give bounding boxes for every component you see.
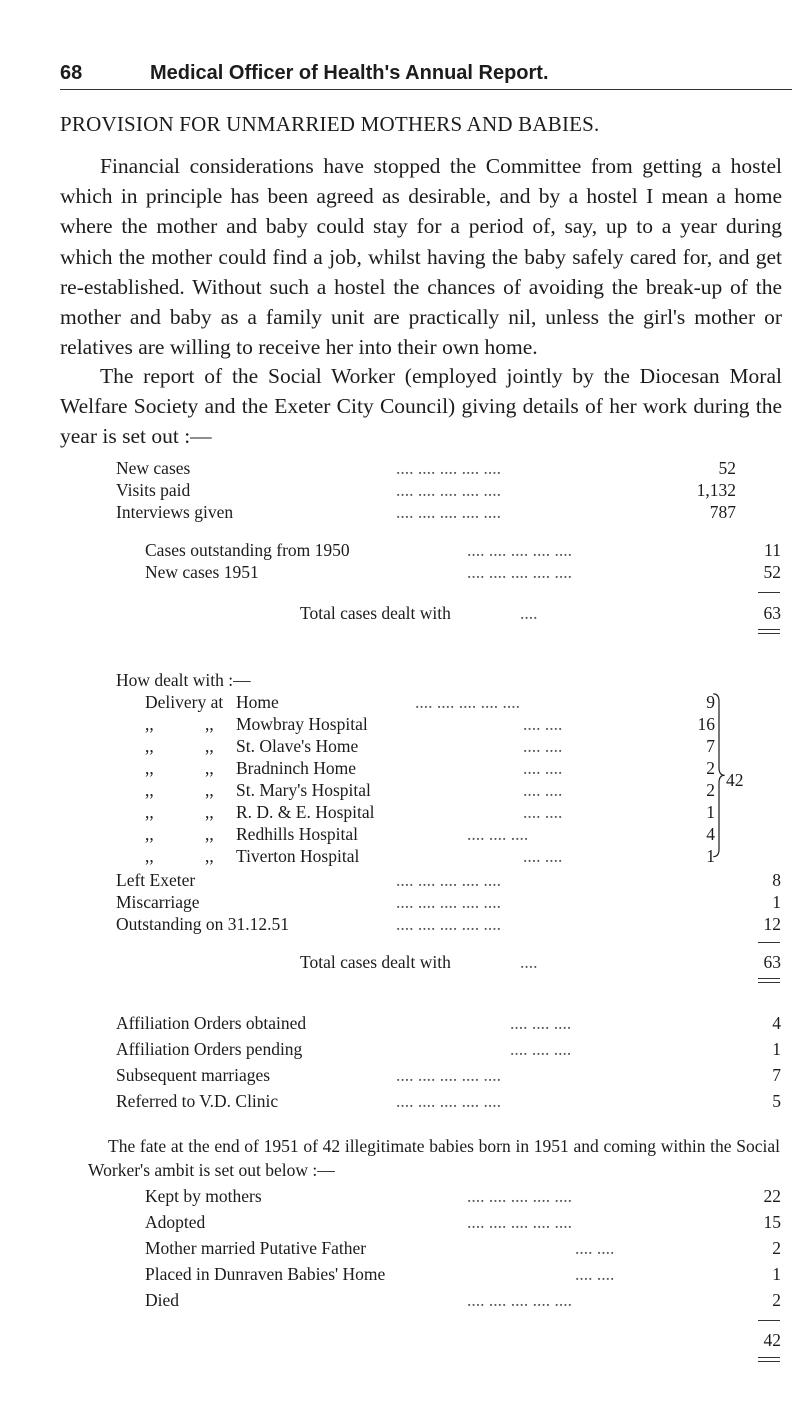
leader-dots: .... bbox=[520, 952, 538, 972]
delivery-place: St. Olave's Home bbox=[236, 736, 359, 756]
leader-dots: .... .... .... .... .... bbox=[396, 502, 501, 522]
delivery-place: Redhills Hospital bbox=[236, 824, 359, 844]
total-rule bbox=[758, 1357, 780, 1362]
row-label: Miscarriage bbox=[116, 892, 200, 912]
running-title: Medical Officer of Health's Annual Report. bbox=[150, 62, 549, 84]
row-value: 787 bbox=[709, 502, 736, 522]
row-label: Mother married Putative Father bbox=[145, 1238, 367, 1258]
row-label: Referred to V.D. Clinic bbox=[116, 1091, 279, 1111]
ditto-mark: ,, bbox=[145, 846, 154, 866]
leader-dots: .... .... bbox=[523, 758, 563, 778]
row-value: 7 bbox=[772, 1065, 781, 1085]
fate-total: 42 bbox=[763, 1330, 781, 1350]
leader-dots: .... .... .... .... .... bbox=[396, 870, 501, 890]
leader-dots: .... .... bbox=[523, 780, 563, 800]
report-page: 68 Medical Officer of Health's Annual Report. PROVISION FOR UNMARRIED MOTHERS AND BABIES. Financial considerations have stopped the Committee from getting a hostel which in principle has been agreed as desirable, and by a hostel I mean a home where the mother and baby could stay for a period of, say, up to a year during which the mother could find a job, whilst having the baby safely cared for, and get re-established. Without such a hostel the chances of avoiding the break-up of the mother and baby as a family unit are practically nil, unless the girl's mother or relatives are willing to receive her into their own home. The report of the Social Worker (employed jointly by the Diocesan Moral Welfare Society and the Exeter City Council) giving details of her work during the year is set out :— New cases .... .... .... .... .... 52 Visits paid .... .... .... .... .... 1,132 Interviews given .... .... .... .... .... 787 Cases outstanding from 1950 .... .... .... .... .... 11 New cases 1951 .... .... .... .... .... 52 Total cases dealt with .... 63 How dealt with :— Delivery at Home .... .... .... .... .... 9 ,, ,, Mowbray Hospital .... .... 16 ,, ,, St. Olave's Home .... .... 7 ,, ,, Bradninch Home .... .... 2 ,, ,, St. Mary's Hospital .... .... 2 ,, ,, R. D. & E. Hospital .... .... 1 ,, ,, Redhills Hospital .... .... .... 4 ,, ,, Tiverton Hospital .... .... 1 42 Left Exeter .... .... .... .... .... 8 Miscarriage .... .... .... .... .... 1 Outstanding on 31.12.51 .... .... .... .... .... 12 Total cases dealt with .... 63 Affiliation Orders obtained .... .... .... 4 Affiliation Orders pending .... .... .... 1 Subsequent marriages .... .... .... .... .... 7 Referred to V.D. Clinic .... .... .... .... .... 5 The fate at the end of 1951 of 42 illegitimate babies born in 1951 and coming within the Social Worker's ambit is set out below :— Kept by mothers .... .... .... .... .... 22 Adopted .... .... .... .... .... 15 Mother married Putative Father .... .... 2 Placed in Dunraven Babies' Home .... .... 1 Died .... .... .... .... .... 2 42 bbox=[0, 0, 801, 1407]
leader-dots: .... bbox=[520, 603, 538, 623]
section-heading: PROVISION FOR UNMARRIED MOTHERS AND BABIES. bbox=[60, 112, 600, 136]
row-value: 1 bbox=[772, 1264, 781, 1284]
delivery-count: 7 bbox=[706, 736, 715, 756]
row-label: Died bbox=[145, 1290, 180, 1310]
ditto-mark: ,, bbox=[205, 714, 214, 734]
ditto-mark: ,, bbox=[205, 824, 214, 844]
delivery-place: Home bbox=[236, 692, 279, 712]
ditto-mark: ,, bbox=[145, 758, 154, 778]
row-value: 5 bbox=[772, 1091, 781, 1111]
delivery-count: 9 bbox=[706, 692, 715, 712]
row-label: New cases bbox=[116, 458, 191, 478]
row-label: New cases 1951 bbox=[145, 562, 259, 582]
ditto-mark: ,, bbox=[205, 736, 214, 756]
row-label: Cases outstanding from 1950 bbox=[145, 540, 350, 560]
row-value: 11 bbox=[764, 540, 781, 560]
leader-dots: .... .... bbox=[575, 1238, 615, 1258]
total-rule bbox=[758, 978, 780, 983]
row-value: 8 bbox=[772, 870, 781, 890]
leader-dots: .... .... .... bbox=[510, 1013, 572, 1033]
leader-dots: .... .... .... .... .... bbox=[467, 1290, 572, 1310]
total-label: Total cases dealt with bbox=[300, 603, 451, 623]
leader-dots: .... .... bbox=[523, 736, 563, 756]
ditto-mark: ,, bbox=[205, 846, 214, 866]
row-label: Affiliation Orders pending bbox=[116, 1039, 303, 1059]
paragraph-text: The report of the Social Worker (employed jointly by the Diocesan Moral Welfare Society and the Exeter City Council) giving details of her work during the year is set out :— bbox=[60, 364, 782, 449]
total-label: Total cases dealt with bbox=[300, 952, 451, 972]
row-value: 1 bbox=[772, 1039, 781, 1059]
total-value: 63 bbox=[763, 603, 781, 623]
leader-dots: .... .... .... .... .... bbox=[467, 1186, 572, 1206]
delivery-count: 2 bbox=[706, 780, 715, 800]
row-value: 12 bbox=[763, 914, 781, 934]
leader-dots: .... .... .... .... .... bbox=[396, 1091, 501, 1111]
row-value: 22 bbox=[763, 1186, 781, 1206]
row-value: 52 bbox=[718, 458, 736, 478]
leader-dots: .... .... .... .... .... bbox=[396, 892, 501, 912]
delivery-count: 16 bbox=[697, 714, 715, 734]
leader-dots: .... .... bbox=[523, 802, 563, 822]
paragraph-text: Financial considerations have stopped the Committee from getting a hostel which in principle has been agreed as desirable, and by a hostel I mean a home where the mother and baby could stay for a period of, say, up to a year during which the mother could find a job, whilst having the baby safely cared for, and get re-established. Without such a hostel the chances of avoiding the break-up of the mother and baby as a family unit are practically nil, unless the girl's mother or relatives are willing to receive her into their own home. bbox=[60, 154, 782, 360]
leader-dots: .... .... bbox=[575, 1264, 615, 1284]
ditto-mark: ,, bbox=[145, 802, 154, 822]
delivery-count: 1 bbox=[706, 846, 715, 866]
right-brace-icon bbox=[712, 692, 726, 868]
row-value: 1 bbox=[772, 892, 781, 912]
delivery-prefix: Delivery at bbox=[145, 692, 224, 712]
sum-rule bbox=[758, 942, 780, 943]
paragraph-hostel bbox=[60, 151, 782, 362]
row-label: Affiliation Orders obtained bbox=[116, 1013, 307, 1033]
row-label: Adopted bbox=[145, 1212, 206, 1232]
leader-dots: .... .... bbox=[523, 714, 563, 734]
row-label: Subsequent marriages bbox=[116, 1065, 271, 1085]
total-rule bbox=[758, 629, 780, 634]
leader-dots: .... .... .... .... .... bbox=[467, 1212, 572, 1232]
leader-dots: .... .... bbox=[523, 846, 563, 866]
leader-dots: .... .... .... .... .... bbox=[396, 1065, 501, 1085]
row-label: Interviews given bbox=[116, 502, 234, 522]
leader-dots: .... .... .... .... .... bbox=[467, 540, 572, 560]
delivery-count: 4 bbox=[706, 824, 715, 844]
delivery-place: Tiverton Hospital bbox=[236, 846, 360, 866]
row-label: Left Exeter bbox=[116, 870, 196, 890]
row-value: 2 bbox=[772, 1290, 781, 1310]
delivery-place: Mowbray Hospital bbox=[236, 714, 368, 734]
delivery-place: St. Mary's Hospital bbox=[236, 780, 371, 800]
total-value: 63 bbox=[763, 952, 781, 972]
sum-rule bbox=[758, 592, 780, 593]
ditto-mark: ,, bbox=[145, 714, 154, 734]
ditto-mark: ,, bbox=[205, 802, 214, 822]
ditto-mark: ,, bbox=[145, 736, 154, 756]
row-value: 15 bbox=[763, 1212, 781, 1232]
leader-dots: .... .... .... bbox=[467, 824, 529, 844]
row-label: Visits paid bbox=[116, 480, 191, 500]
row-value: 2 bbox=[772, 1238, 781, 1258]
row-value: 4 bbox=[772, 1013, 781, 1033]
leader-dots: .... .... .... .... .... bbox=[415, 692, 520, 712]
ditto-mark: ,, bbox=[145, 780, 154, 800]
leader-dots: .... .... .... .... .... bbox=[467, 562, 572, 582]
paragraph-text: The fate at the end of 1951 of 42 illegitimate babies born in 1951 and coming within the Social Worker's ambit is set out below :— bbox=[88, 1136, 780, 1180]
ditto-mark: ,, bbox=[205, 780, 214, 800]
paragraph-social-worker bbox=[60, 361, 782, 452]
header-rule bbox=[60, 89, 792, 90]
row-label: Placed in Dunraven Babies' Home bbox=[145, 1264, 386, 1284]
row-label: Kept by mothers bbox=[145, 1186, 262, 1206]
page-header bbox=[60, 60, 792, 90]
deliveries-total: 42 bbox=[726, 770, 744, 790]
leader-dots: .... .... .... .... .... bbox=[396, 480, 501, 500]
delivery-count: 2 bbox=[706, 758, 715, 778]
ditto-mark: ,, bbox=[205, 758, 214, 778]
row-label: Outstanding on 31.12.51 bbox=[116, 914, 290, 934]
row-value: 52 bbox=[763, 562, 781, 582]
leader-dots: .... .... .... .... .... bbox=[396, 914, 501, 934]
row-value: 1,132 bbox=[696, 480, 736, 500]
sum-rule bbox=[758, 1320, 780, 1321]
leader-dots: .... .... .... bbox=[510, 1039, 572, 1059]
delivery-place: R. D. & E. Hospital bbox=[236, 802, 375, 822]
fate-paragraph bbox=[88, 1134, 780, 1182]
delivery-count: 1 bbox=[706, 802, 715, 822]
delivery-place: Bradninch Home bbox=[236, 758, 357, 778]
page-number: 68 bbox=[60, 62, 83, 84]
leader-dots: .... .... .... .... .... bbox=[396, 458, 501, 478]
ditto-mark: ,, bbox=[145, 824, 154, 844]
